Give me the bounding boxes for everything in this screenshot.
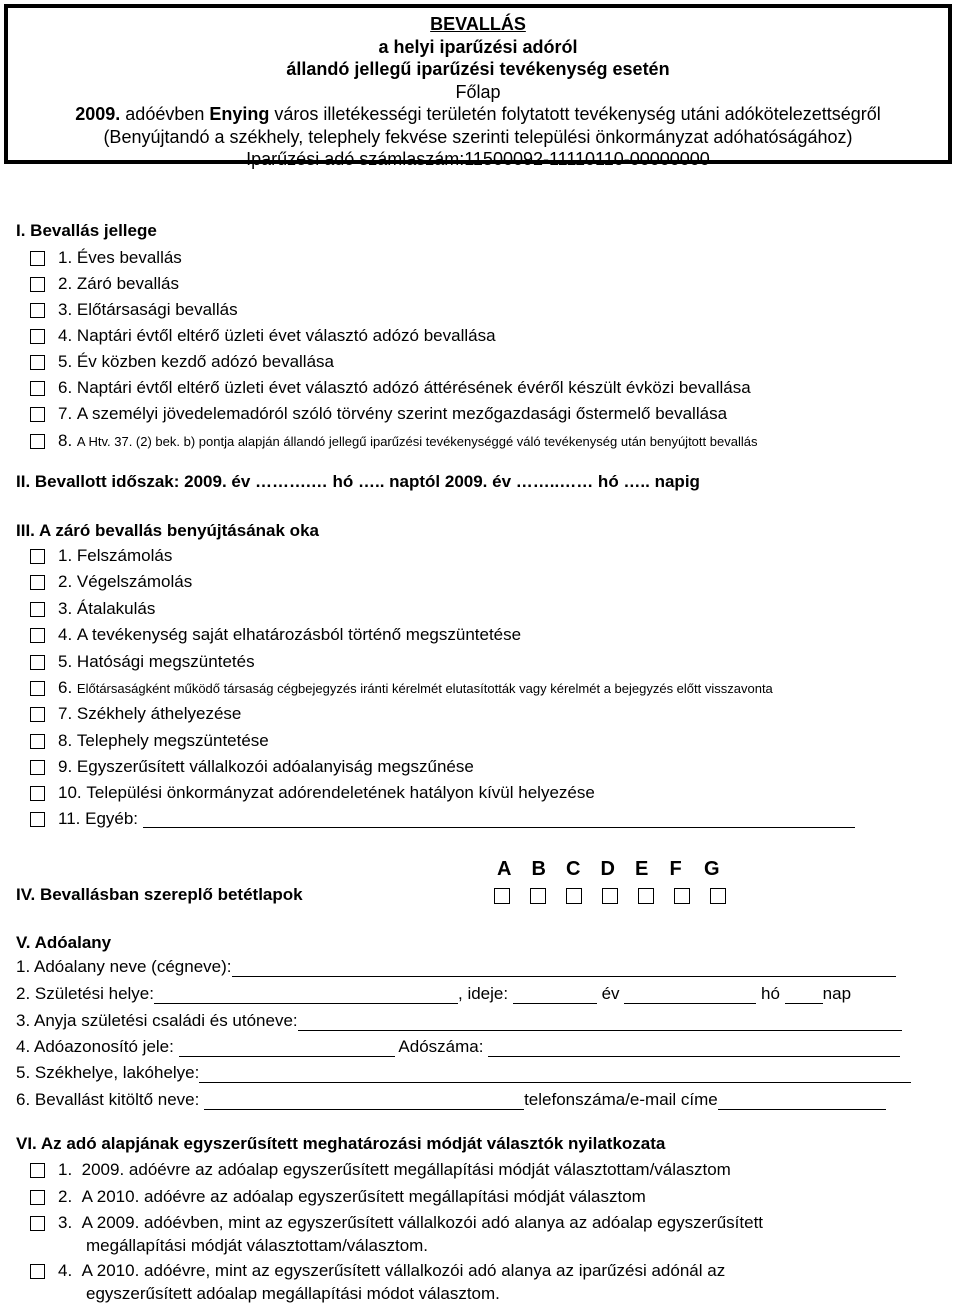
s3-item-3[interactable]: 3. Átalakulás: [30, 598, 155, 620]
s3-item-1[interactable]: 1. Felszámolás: [30, 545, 172, 567]
birth-day-field[interactable]: [785, 987, 823, 1004]
checkbox[interactable]: [30, 329, 45, 344]
taxpayer-name-field[interactable]: [232, 960, 896, 977]
preparer-row: 6. Bevallást kitöltő neve: telefonszáma/e-mail címe: [16, 1090, 886, 1110]
s1-item-6[interactable]: 6. Naptári évtől eltérő üzleti évet választó adózó áttérésének évéről készült évközi bevallása: [30, 377, 751, 399]
section-4-title: IV. Bevallásban szereplő betétlapok: [16, 885, 303, 904]
tax-number-field[interactable]: [488, 1040, 900, 1057]
s6-item-4-cont: egyszerűsített adóalap megállapítási módot választom.: [86, 1284, 500, 1303]
s3-item-11[interactable]: 11. Egyéb:: [30, 808, 855, 830]
s1-item-1[interactable]: 1. Éves bevallás: [30, 247, 182, 269]
birth-year-field[interactable]: [513, 987, 597, 1004]
checkbox[interactable]: [30, 628, 45, 643]
tax-year-line: 2009. adóévben Enying város illetékességi területén folytatott tevékenység utáni adókötelezettségről: [75, 104, 881, 124]
s1-item-8[interactable]: 8. A Htv. 37. (2) bek. b) pontja alapján állandó jellegű iparűzési tevékenységgé váló tevékenység után benyújtott bevallás: [30, 430, 757, 452]
checkbox-d[interactable]: [602, 888, 618, 904]
s3-item-5[interactable]: 5. Hatósági megszüntetés: [30, 651, 255, 673]
checkbox[interactable]: [30, 251, 45, 266]
address-field[interactable]: [199, 1066, 911, 1083]
s3-item-6[interactable]: 6. Előtársaságként működő társaság cégbejegyzés iránti kérelmét elutasították vagy kérelmét a bejegyzés előtt visszavonta: [30, 677, 773, 699]
main-sheet-label: Főlap: [455, 81, 501, 102]
s1-item-5[interactable]: 5. Év közben kezdő adózó bevallása: [30, 351, 334, 373]
section-3-title: III. A záró bevallás benyújtásának oka: [16, 521, 319, 540]
preparer-name-field[interactable]: [204, 1093, 524, 1110]
checkbox[interactable]: [30, 355, 45, 370]
checkbox[interactable]: [30, 1216, 45, 1231]
birth-row: 2. Születési helye: , ideje: év hó nap: [16, 984, 852, 1003]
checkbox[interactable]: [30, 655, 45, 670]
checkbox-e[interactable]: [638, 888, 654, 904]
s6-item-3[interactable]: 3. A 2009. adóévben, mint az egyszerűsített vállalkozói adó alanya az adóalap egyszerűsített: [30, 1212, 763, 1234]
checkbox[interactable]: [30, 407, 45, 422]
checkbox-f[interactable]: [674, 888, 690, 904]
s3-item-8[interactable]: 8. Telephely megszüntetése: [30, 730, 269, 752]
birth-month-field[interactable]: [624, 987, 756, 1004]
insert-sheet-letters: A B C D E F G: [497, 858, 720, 880]
s6-item-3-cont: megállapítási módját választottam/választom.: [86, 1236, 429, 1255]
form-subtitle-2: állandó jellegű iparűzési tevékenység esetén: [286, 59, 670, 79]
checkbox-g[interactable]: [710, 888, 726, 904]
header-box: [4, 4, 952, 169]
checkbox[interactable]: [30, 760, 45, 775]
other-reason-field[interactable]: [143, 811, 855, 828]
checkbox[interactable]: [30, 734, 45, 749]
bank-account: Iparűzési adó számlaszám:11500092-11110110-00000000: [246, 149, 710, 169]
s3-item-4[interactable]: 4. A tevékenység saját elhatározásból történő megszüntetése: [30, 624, 521, 646]
checkbox[interactable]: [30, 575, 45, 590]
s6-item-2[interactable]: 2. A 2010. adóévre az adóalap egyszerűsített megállapítási módját választom: [30, 1186, 646, 1208]
mother-name-row: 3. Anyja születési családi és utóneve:: [16, 1011, 902, 1031]
section-2-period: II. Bevallott időszak: 2009. év ……….… hó ….. naptól 2009. év ……..…… hó ….. napig: [16, 472, 700, 491]
checkbox[interactable]: [30, 1163, 45, 1178]
s1-item-3[interactable]: 3. Előtársasági bevallás: [30, 299, 238, 321]
tax-id-row: 4. Adóazonosító jele: Adószáma:: [16, 1037, 900, 1057]
checkbox-c[interactable]: [566, 888, 582, 904]
address-row: 5. Székhelye, lakóhelye:: [16, 1063, 911, 1083]
s3-item-9[interactable]: 9. Egyszerűsített vállalkozói adóalanyiság megszűnése: [30, 756, 474, 778]
mother-name-field[interactable]: [298, 1014, 902, 1031]
checkbox-b[interactable]: [530, 888, 546, 904]
checkbox[interactable]: [30, 1264, 45, 1279]
s1-item-4[interactable]: 4. Naptári évtől eltérő üzleti évet választó adózó bevallása: [30, 325, 496, 347]
section-1-title: I. Bevallás jellege: [16, 221, 157, 240]
s3-item-7[interactable]: 7. Székhely áthelyezése: [30, 703, 241, 725]
s6-item-1[interactable]: 1. 2009. adóévre az adóalap egyszerűsített megállapítási módját választottam/választom: [30, 1159, 731, 1181]
tax-id-field[interactable]: [179, 1040, 395, 1057]
s6-item-4[interactable]: 4. A 2010. adóévre, mint az egyszerűsített vállalkozói adó alanya az iparűzési adónál az: [30, 1260, 725, 1282]
contact-field[interactable]: [718, 1093, 886, 1110]
checkbox[interactable]: [30, 707, 45, 722]
checkbox-a[interactable]: [494, 888, 510, 904]
s1-item-2[interactable]: 2. Záró bevallás: [30, 273, 179, 295]
section-5-title: V. Adóalany: [16, 933, 112, 952]
insert-sheet-checkboxes: [494, 888, 746, 909]
checkbox[interactable]: [30, 786, 45, 801]
checkbox[interactable]: [30, 434, 45, 449]
s3-item-10[interactable]: 10. Települési önkormányzat adórendeletének hatályon kívül helyezése: [30, 782, 595, 804]
checkbox[interactable]: [30, 277, 45, 292]
s3-item-2[interactable]: 2. Végelszámolás: [30, 571, 192, 593]
checkbox[interactable]: [30, 303, 45, 318]
checkbox[interactable]: [30, 681, 45, 696]
checkbox[interactable]: [30, 549, 45, 564]
checkbox[interactable]: [30, 381, 45, 396]
checkbox[interactable]: [30, 1190, 45, 1205]
form-subtitle: a helyi iparűzési adóról: [378, 36, 578, 57]
submission-note: (Benyújtandó a székhely, telephely fekvése szerinti települési önkormányzat adóhatóságához): [103, 126, 853, 147]
birth-place-field[interactable]: [154, 987, 458, 1004]
taxpayer-name-row: 1. Adóalany neve (cégneve):: [16, 957, 896, 977]
checkbox[interactable]: [30, 812, 45, 827]
checkbox[interactable]: [30, 602, 45, 617]
s1-item-7[interactable]: 7. A személyi jövedelemadóról szóló törvény szerint mezőgazdasági őstermelő bevallása: [30, 403, 727, 425]
form-title: BEVALLÁS: [430, 14, 526, 34]
section-6-title: VI. Az adó alapjának egyszerűsített meghatározási módját választók nyilatkozata: [16, 1134, 666, 1153]
